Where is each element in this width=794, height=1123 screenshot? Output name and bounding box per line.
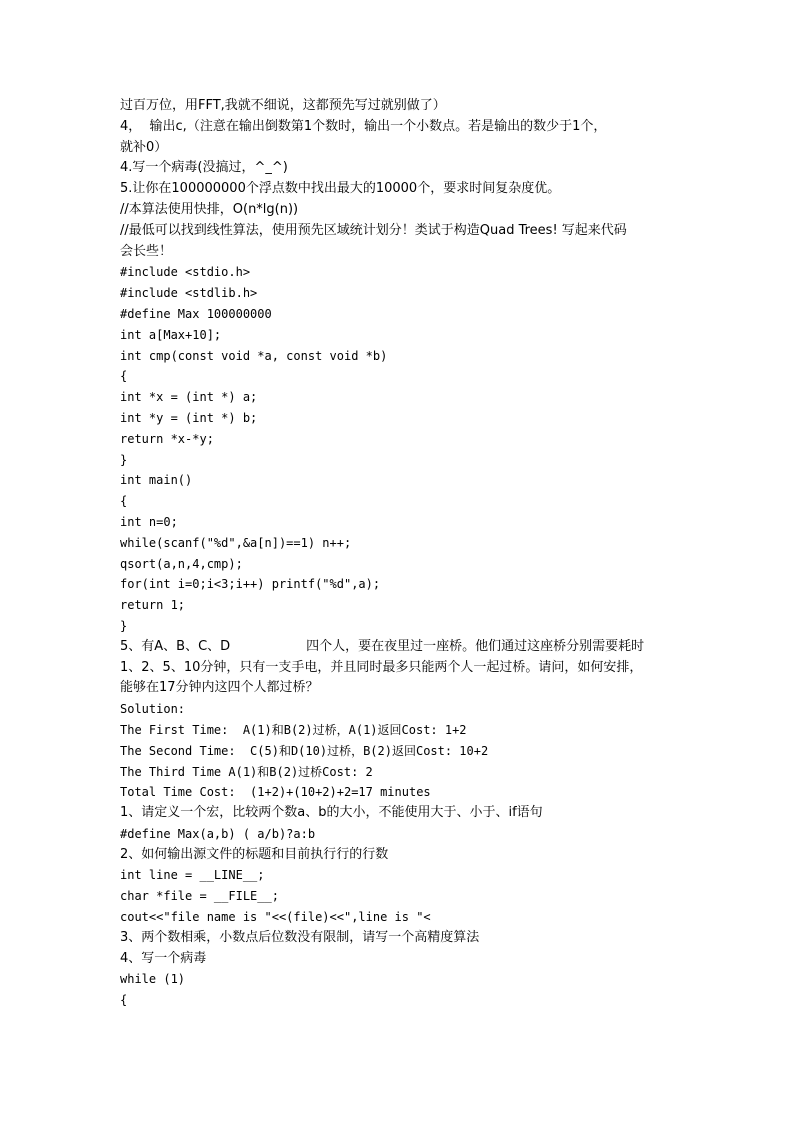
code-line: Total Time Cost: (1+2)+(10+2)+2=17 minutes: [120, 785, 431, 800]
text-line: 4.写一个病毒(没搞过，^_^): [120, 160, 288, 176]
code-line: int cmp(const void *a, const void *b): [120, 348, 388, 363]
text-line: 能够在17分钟内这四个人都过桥？: [120, 680, 319, 696]
code-line: #define Max 100000000: [120, 306, 272, 321]
text-line: 5.让你在100000000个浮点数中找出最大的10000个，要求时间复杂度优。: [120, 181, 561, 197]
text-line: 2、如何输出源文件的标题和目前执行行的行数: [120, 846, 389, 862]
code-line: int line = __LINE__;: [120, 868, 265, 883]
text-line: 4、写一个病毒: [120, 950, 207, 966]
code-line: while (1): [120, 972, 186, 987]
code-line: #include <stdio.h>: [120, 265, 251, 280]
code-line: for(int i=0;i<3;i++) printf("%d",a);: [120, 577, 381, 592]
code-line: int *x = (int *) a;: [120, 390, 258, 405]
code-line: }: [120, 452, 128, 467]
text-line: 1、2、5、10分钟，只有一支手电，并且同时最多只能两个人一起过桥。请问，如何安排，: [120, 659, 643, 675]
code-line: int n=0;: [120, 514, 178, 529]
code-line: }: [120, 618, 128, 633]
code-line: char *file = __FILE__;: [120, 889, 279, 904]
text-line: 就补0）: [120, 139, 168, 155]
text-line: 4， 输出c,（注意在输出倒数第1个数时，输出一个小数点。若是输出的数少于1个，: [120, 118, 607, 134]
comment-line: //最低可以找到线性算法，使用预先区域统计划分！类试于构造Quad Trees! 写起来代码: [120, 222, 627, 238]
code-line: The First Time: A(1)和B(2)过桥，A(1)返回Cost: 1+2: [120, 722, 467, 737]
code-line: The Third Time A(1)和B(2)过桥Cost: 2: [120, 764, 373, 779]
comment-line: 会长些！: [120, 243, 173, 259]
code-line: int a[Max+10];: [120, 327, 222, 342]
code-line: int *y = (int *) b;: [120, 410, 258, 425]
code-line: while(scanf("%d",&a[n])==1) n++;: [120, 535, 352, 550]
code-line: #include <stdlib.h>: [120, 286, 258, 301]
code-line: return 1;: [120, 598, 186, 613]
code-line: cout<<"file name is "<<(file)<<",line is "<: [120, 910, 431, 925]
document-body: [120, 96, 680, 1011]
code-line: {: [120, 369, 128, 384]
code-line: int main(): [120, 473, 193, 488]
question-heading: 5、有A、B、C、D: [120, 638, 231, 654]
code-line: {: [120, 993, 128, 1008]
code-line: #define Max(a,b) ( a/b)?a:b: [120, 826, 316, 841]
text-line: [120, 637, 680, 658]
question-text: 四个人，要在夜里过一座桥。他们通过这座桥分别需要耗时: [306, 638, 645, 654]
code-line: {: [120, 494, 128, 509]
comment-line: //本算法使用快排，O(n*lg(n)): [120, 201, 299, 217]
code-line: The Second Time: C(5)和D(10)过桥，B(2)返回Cost: 10+2: [120, 743, 489, 758]
code-line: Solution:: [120, 702, 186, 717]
text-line: 3、两个数相乘，小数点后位数没有限制，请写一个高精度算法: [120, 929, 480, 945]
text-line: 1、请定义一个宏，比较两个数a、b的大小，不能使用大于、小于、if语句: [120, 805, 543, 821]
text-line: 过百万位，用FFT,我就不细说，这都预先写过就别做了）: [120, 98, 446, 113]
code-line: qsort(a,n,4,cmp);: [120, 556, 243, 571]
code-line: return *x-*y;: [120, 431, 214, 446]
